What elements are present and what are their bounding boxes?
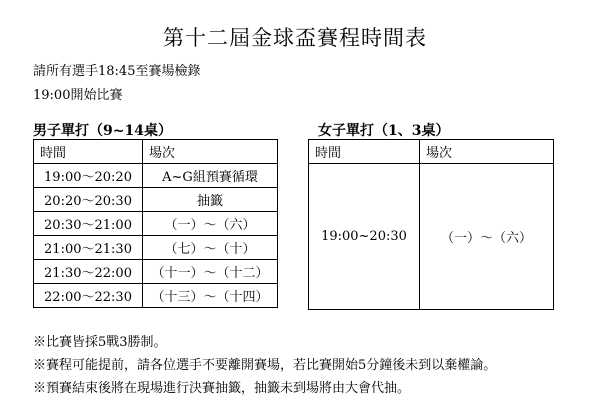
table-header-row bbox=[309, 140, 554, 164]
table-row bbox=[309, 164, 554, 310]
time-cell: 21:00～21:30 bbox=[34, 236, 143, 260]
match-cell: （十一）～（十二） bbox=[143, 260, 278, 284]
time-cell: 19:00~20:30 bbox=[309, 164, 420, 310]
time-cell: 21:30～22:00 bbox=[34, 260, 143, 284]
mens-schedule-table bbox=[33, 139, 278, 308]
table-row bbox=[34, 236, 278, 260]
match-cell: （一）～（六） bbox=[143, 212, 278, 236]
womens-singles-title: 女子單打（1、3桌） bbox=[318, 123, 450, 139]
table-row bbox=[34, 188, 278, 212]
match-cell: 抽籤 bbox=[143, 188, 278, 212]
time-cell: 22:00～22:30 bbox=[34, 284, 143, 308]
time-cell: 20:30～21:00 bbox=[34, 212, 143, 236]
table-row bbox=[34, 284, 278, 308]
mens-singles-title: 男子單打（9~14桌） bbox=[33, 123, 172, 139]
intro-start: 19:00開始比賽 bbox=[33, 88, 123, 103]
table-row bbox=[34, 212, 278, 236]
match-cell: （七）～（十） bbox=[143, 236, 278, 260]
header-time: 時間 bbox=[34, 140, 143, 164]
table-row bbox=[34, 260, 278, 284]
table-header-row bbox=[34, 140, 278, 164]
match-cell: A~G組預賽循環 bbox=[143, 164, 278, 188]
time-cell: 19:00～20:20 bbox=[34, 164, 143, 188]
intro-checkin: 請所有選手18:45至賽場檢錄 bbox=[33, 64, 201, 79]
note-forfeit: ※賽程可能提前，請各位選手不要離開賽場，若比賽開始5分鐘後未到以棄權論。 bbox=[33, 358, 497, 373]
match-cell: （一）～（六） bbox=[420, 164, 554, 310]
time-cell: 20:20～20:30 bbox=[34, 188, 143, 212]
womens-schedule-table bbox=[308, 139, 554, 310]
header-time: 時間 bbox=[309, 140, 420, 164]
table-row bbox=[34, 164, 278, 188]
note-format: ※比賽皆採5戰3勝制。 bbox=[33, 335, 167, 350]
page-title: 第十二屆金球盃賽程時間表 bbox=[163, 26, 427, 50]
match-cell: （十三）～（十四） bbox=[143, 284, 278, 308]
notes bbox=[33, 331, 496, 400]
header-match: 場次 bbox=[420, 140, 554, 164]
note-draw: ※預賽結束後將在現場進行決賽抽籤，抽籤未到場將由大會代抽。 bbox=[33, 381, 411, 396]
header-match: 場次 bbox=[143, 140, 278, 164]
